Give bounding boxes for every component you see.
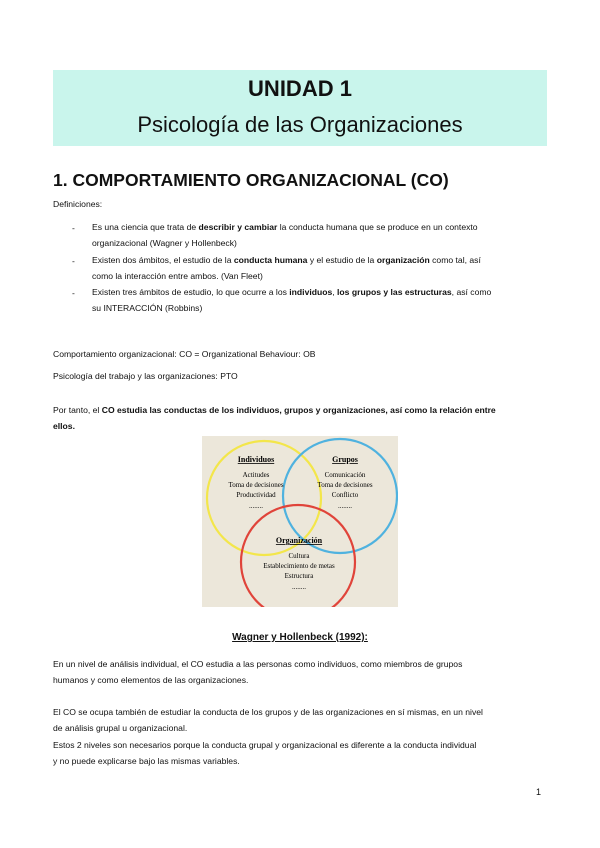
venn-individuos-item: Productividad xyxy=(236,491,276,499)
paragraph-grupal xyxy=(53,704,549,736)
bullet-bold-text: describir y cambiar xyxy=(198,222,278,232)
bullet-text: como tal, así xyxy=(429,255,481,265)
paragraph-niveles xyxy=(53,737,549,769)
venn-grupos-item: Toma de decisiones xyxy=(317,481,373,489)
paragraph-line: Estos 2 niveles son necesarios porque la conducta grupal y organizacional es diferente a la conducta individual xyxy=(53,740,477,750)
bullet-item-1 xyxy=(92,219,550,251)
wagner-heading: Wagner y Hollenbeck (1992): xyxy=(232,632,368,643)
summary-text: Por tanto, el xyxy=(53,405,102,415)
paragraph-line: de análisis grupal u organizacional. xyxy=(53,723,188,733)
venn-grupos-item: Comunicación xyxy=(324,471,366,479)
venn-organizacion-title: Organización xyxy=(275,536,323,545)
paragraph-line: El CO se ocupa también de estudiar la conducta de los grupos y de las organizaciones en sí mismas, en un nivel xyxy=(53,707,483,717)
unit-title: UNIDAD 1 xyxy=(248,76,352,101)
bullet-text: , xyxy=(332,287,338,297)
paragraph-line: y no puede explicarse bajo las mismas variables. xyxy=(53,756,240,766)
bullet-bold-text: individuos xyxy=(289,287,333,297)
venn-individuos-item: Actitudes xyxy=(242,471,270,479)
unit-subtitle: Psicología de las Organizaciones xyxy=(137,112,463,137)
title-box xyxy=(53,70,547,146)
bullet-text: y el estudio de la xyxy=(307,255,377,265)
bullet-dash: - xyxy=(72,288,75,298)
bullet-item-2 xyxy=(92,252,550,284)
venn-individuos-title: Individuos xyxy=(237,455,275,464)
definitions-label: Definiciones: xyxy=(53,199,103,209)
co-definition-line: Comportamiento organizacional: CO = Organizational Behaviour: OB xyxy=(53,349,316,359)
venn-individuos-item: Toma de decisiones xyxy=(228,481,284,489)
venn-grupos-item: ........ xyxy=(338,502,352,510)
page-number: 1 xyxy=(536,787,542,797)
bullet-text: Existen dos ámbitos, el estudio de la xyxy=(92,255,234,265)
section-title: 1. COMPORTAMIENTO ORGANIZACIONAL (CO) xyxy=(53,170,449,190)
venn-svg xyxy=(202,436,398,607)
venn-grupos-title: Grupos xyxy=(332,455,358,464)
paragraph-line: humanos y como elementos de las organizaciones. xyxy=(53,675,249,685)
summary-paragraph xyxy=(53,402,549,434)
paragraph-line: En un nivel de análisis individual, el CO estudia a las personas como individuos, como miembros de grupos xyxy=(53,659,463,669)
summary-bold-text: CO estudia las conductas de los individuos, grupos y organizaciones, así como la relación entre xyxy=(101,405,496,415)
bullet-bold-text: organización xyxy=(376,255,430,265)
bullet-dash: - xyxy=(72,256,75,266)
pto-definition-line: Psicología del trabajo y las organizaciones: PTO xyxy=(53,371,238,381)
bullet-text: , así como xyxy=(451,287,492,297)
bullet-text: organizacional (Wagner y Hollenbeck) xyxy=(92,238,237,248)
venn-organizacion-item: Cultura xyxy=(288,552,310,560)
venn-organizacion-item: Estructura xyxy=(284,572,314,580)
bullet-text: la conducta humana que se produce en un contexto xyxy=(277,222,478,232)
bullet-text: Es una ciencia que trata de xyxy=(92,222,199,232)
bullet-dash: - xyxy=(72,223,75,233)
bullet-text: su INTERACCIÓN (Robbins) xyxy=(92,303,203,313)
venn-individuos-item: ........ xyxy=(249,502,263,510)
venn-grupos-item: Conflicto xyxy=(331,491,359,499)
bullet-text: Existen tres ámbitos de estudio, lo que ocurre a los xyxy=(92,287,290,297)
bullet-bold-text: conducta humana xyxy=(233,255,308,265)
venn-diagram xyxy=(202,436,398,607)
venn-organizacion-item: Establecimiento de metas xyxy=(263,562,335,570)
paragraph-individual xyxy=(53,656,549,688)
bullet-bold-text: los grupos y las estructuras xyxy=(337,287,452,297)
venn-organizacion-item: ........ xyxy=(292,583,306,591)
bullet-item-3 xyxy=(92,284,550,316)
summary-bold-text: ellos. xyxy=(53,421,75,431)
bullet-text: como la interacción entre ambos. (Van Fleet) xyxy=(92,271,263,281)
